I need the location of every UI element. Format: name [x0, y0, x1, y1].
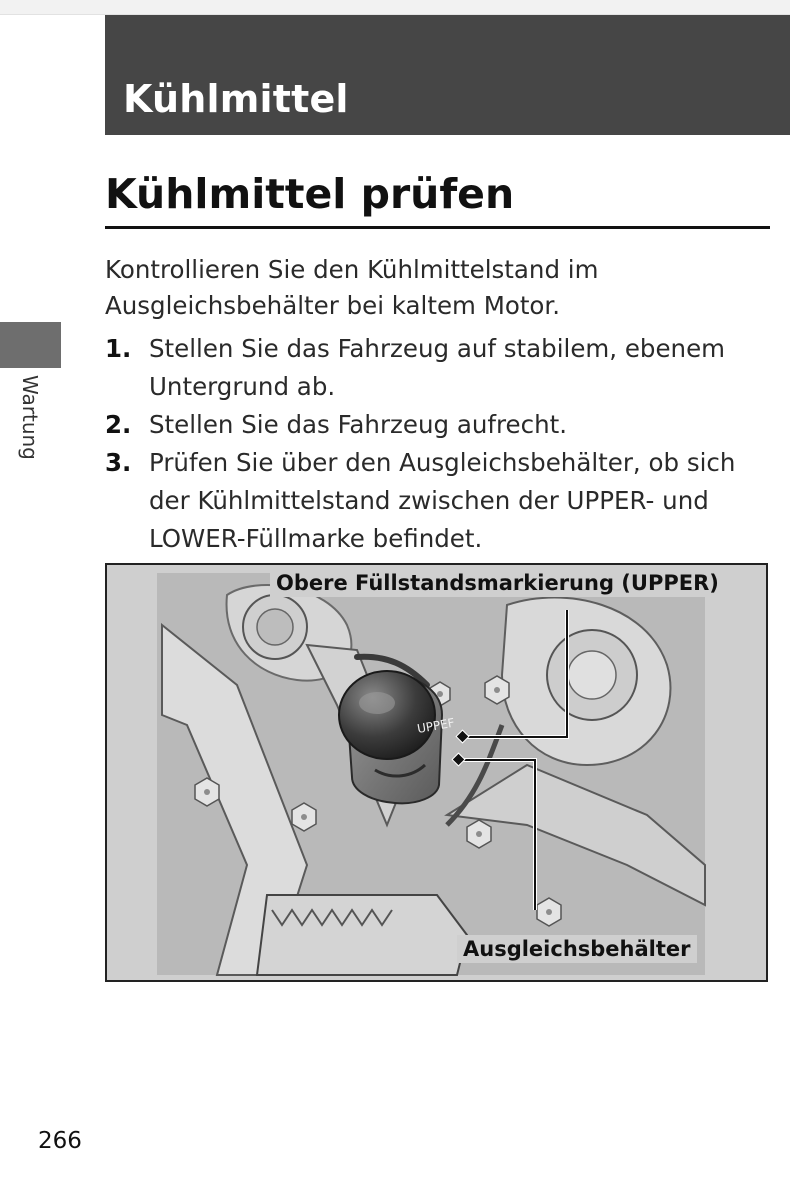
section-title: Kühlmittel prüfen: [105, 170, 515, 218]
intro-paragraph: Kontrollieren Sie den Kühlmittelstand im Ausgleichsbehälter bei kaltem Motor.: [105, 255, 599, 320]
tank-marking-label: UPPEF: [416, 715, 456, 736]
step-text: Stellen Sie das Fahrzeug auf stabilem, ebenem Untergrund ab.: [149, 334, 726, 401]
chapter-header: [105, 15, 790, 135]
coolant-reservoir-figure: [105, 563, 768, 982]
chapter-title: Kühlmittel: [123, 77, 349, 121]
side-tab-label: Wartung: [18, 375, 42, 460]
step-number: 3.: [105, 448, 132, 477]
step-item: [105, 330, 775, 406]
top-strip: [0, 0, 790, 15]
step-item: [105, 444, 775, 558]
section-divider: [105, 226, 770, 229]
step-number: 2.: [105, 410, 132, 439]
side-tab-marker: [0, 322, 61, 368]
callout-upper-mark: Obere Füllstandsmarkierung (UPPER): [270, 569, 725, 597]
step-text: Stellen Sie das Fahrzeug aufrecht.: [149, 410, 567, 439]
callout-reservoir: Ausgleichsbehälter: [457, 935, 697, 963]
step-text: Prüfen Sie über den Ausgleichsbehälter, ob sich der Kühlmittelstand zwischen der UPPER- und LOWER-Füllmarke befindet.: [149, 448, 736, 553]
step-list: [105, 330, 775, 558]
step-item: [105, 406, 775, 444]
page-number: 266: [38, 1128, 82, 1154]
engine-illustration: [107, 565, 768, 982]
step-number: 1.: [105, 334, 132, 363]
